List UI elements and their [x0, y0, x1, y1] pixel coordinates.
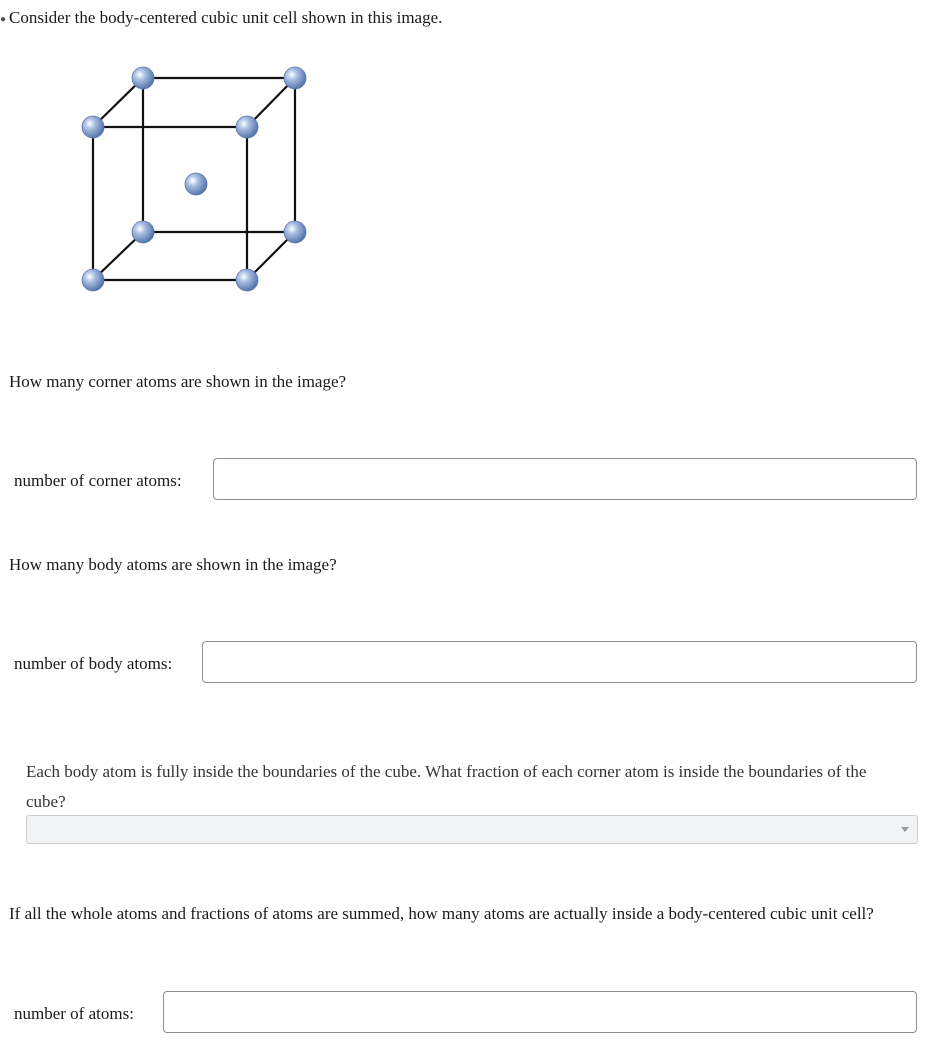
chevron-down-icon	[901, 827, 909, 832]
corner-atom-back-top-right	[284, 67, 306, 89]
question-body-atoms: How many body atoms are shown in the image?	[9, 555, 337, 574]
corner-atoms-label: number of corner atoms:	[14, 471, 182, 490]
corner-atom-back-bottom-left	[132, 221, 154, 243]
corner-atoms-input[interactable]	[213, 458, 917, 500]
intro-text: Consider the body-centered cubic unit cell shown in this image.	[9, 8, 443, 27]
question-corner-atoms: How many corner atoms are shown in the image?	[9, 372, 347, 391]
question-total-atoms: If all the whole atoms and fractions of atoms are summed, how many atoms are actually inside a body-centered cubic unit cell?	[9, 904, 874, 923]
total-atoms-input[interactable]	[163, 991, 917, 1033]
corner-atom-back-top-left	[132, 67, 154, 89]
corner-atom-front-bottom-left	[82, 269, 104, 291]
corner-atom-front-bottom-right	[236, 269, 258, 291]
corner-fraction-dropdown[interactable]	[26, 815, 918, 844]
corner-atom-front-top-right	[236, 116, 258, 138]
body-atoms-input[interactable]	[202, 641, 917, 683]
body-atom	[185, 173, 207, 195]
corner-atom-back-bottom-right	[284, 221, 306, 243]
question-marker: ●	[0, 14, 7, 25]
body-atoms-label: number of body atoms:	[14, 654, 173, 673]
corner-atom-front-top-left	[82, 116, 104, 138]
question-corner-fraction: Each body atom is fully inside the boundaries of the cube. What fraction of each corner atom is inside the boundaries of the cube?	[26, 762, 867, 811]
total-atoms-label: number of atoms:	[14, 1004, 134, 1023]
bcc-unit-cell-figure	[70, 56, 330, 296]
